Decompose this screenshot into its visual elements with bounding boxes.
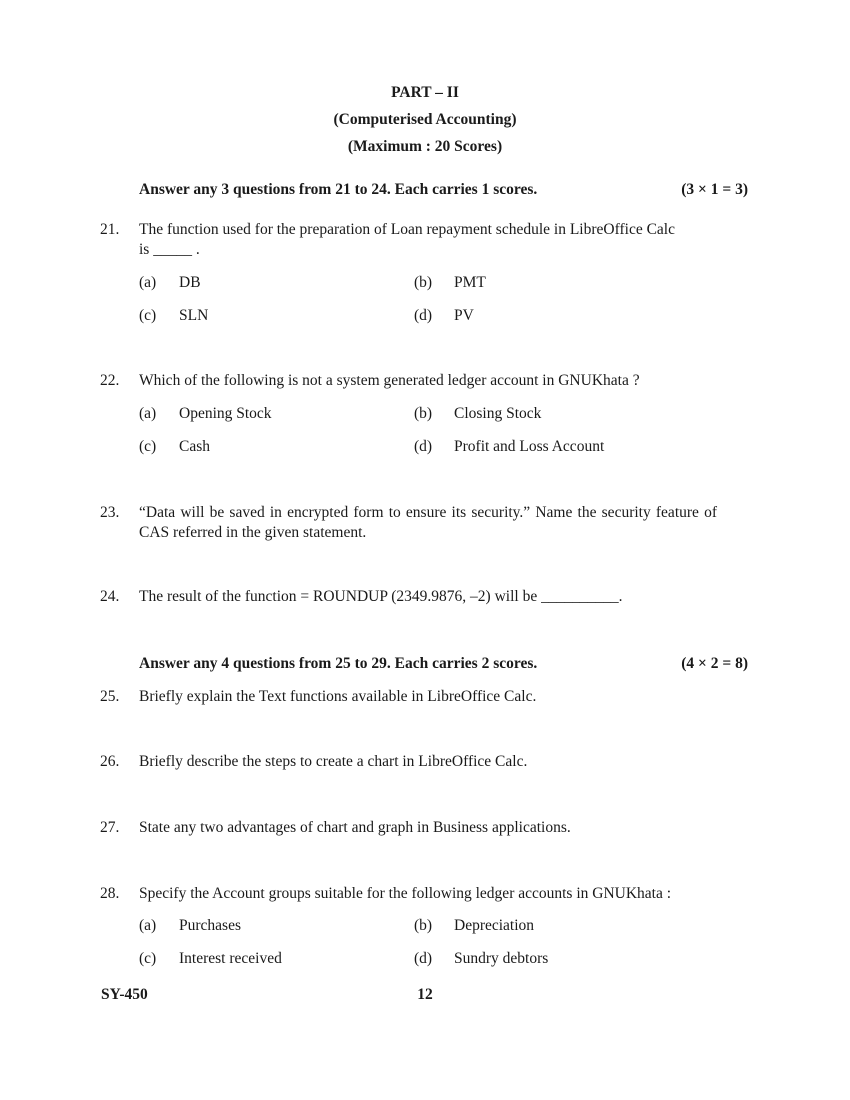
option-label: (a) <box>139 917 157 934</box>
option-label: (a) <box>139 274 157 291</box>
question-number: 23. <box>100 504 120 521</box>
section2-marks: (4 × 2 = 8) <box>681 655 748 672</box>
option-label: (b) <box>414 917 433 934</box>
paper-code: SY-450 <box>101 986 148 1003</box>
option-label: (b) <box>414 405 433 422</box>
question-28-text: Specify the Account groups suitable for the following ledger accounts in GNUKhata : <box>139 885 672 902</box>
question-21-line1: The function used for the preparation of Loan repayment schedule in LibreOffice Calc <box>139 221 675 238</box>
option-text: Closing Stock <box>454 405 542 422</box>
option-label: (b) <box>414 274 433 291</box>
option-text: Purchases <box>179 917 241 934</box>
question-26-text: Briefly describe the steps to create a chart in LibreOffice Calc. <box>139 753 528 770</box>
option-label: (c) <box>139 307 157 324</box>
option-label: (c) <box>139 438 157 455</box>
option-text: Cash <box>179 438 210 455</box>
maximum-scores: (Maximum : 20 Scores) <box>347 138 503 155</box>
option-label: (d) <box>414 307 433 324</box>
question-number: 26. <box>100 753 120 770</box>
question-number: 25. <box>100 688 120 705</box>
option-text: SLN <box>179 307 209 324</box>
section2-instruction: Answer any 4 questions from 25 to 29. Each carries 2 scores. <box>139 655 538 672</box>
page-number: 12 <box>417 986 433 1003</box>
option-text: DB <box>179 274 201 291</box>
option-text: Sundry debtors <box>454 950 549 967</box>
option-text: Interest received <box>179 950 282 967</box>
question-23-text: “Data will be saved in encrypted form to ensure its security.” Name the security feature of CAS referred in the given statement. <box>139 504 717 541</box>
option-label: (d) <box>414 438 433 455</box>
question-number: 21. <box>100 221 120 238</box>
question-number: 24. <box>100 588 120 605</box>
question-22-text: Which of the following is not a system generated ledger account in GNUKhata ? <box>139 372 640 389</box>
option-text: PMT <box>454 274 486 291</box>
option-label: (c) <box>139 950 157 967</box>
question-25-text: Briefly explain the Text functions available in LibreOffice Calc. <box>139 688 537 705</box>
question-number: 28. <box>100 885 120 902</box>
option-text: Profit and Loss Account <box>454 438 605 455</box>
section1-instruction: Answer any 3 questions from 21 to 24. Each carries 1 scores. <box>139 181 538 198</box>
option-text: PV <box>454 307 474 324</box>
question-number: 22. <box>100 372 120 389</box>
question-27-text: State any two advantages of chart and graph in Business applications. <box>139 819 571 836</box>
question-21-line2: is _____ . <box>139 241 200 258</box>
option-text: Opening Stock <box>179 405 272 422</box>
option-label: (a) <box>139 405 157 422</box>
option-label: (d) <box>414 950 433 967</box>
option-text: Depreciation <box>454 917 535 934</box>
part-title: PART – II <box>391 84 459 101</box>
question-number: 27. <box>100 819 120 836</box>
subject-title: (Computerised Accounting) <box>333 111 517 128</box>
section1-marks: (3 × 1 = 3) <box>681 181 748 198</box>
question-24-text: The result of the function = ROUNDUP (2349.9876, –2) will be __________. <box>139 588 623 605</box>
